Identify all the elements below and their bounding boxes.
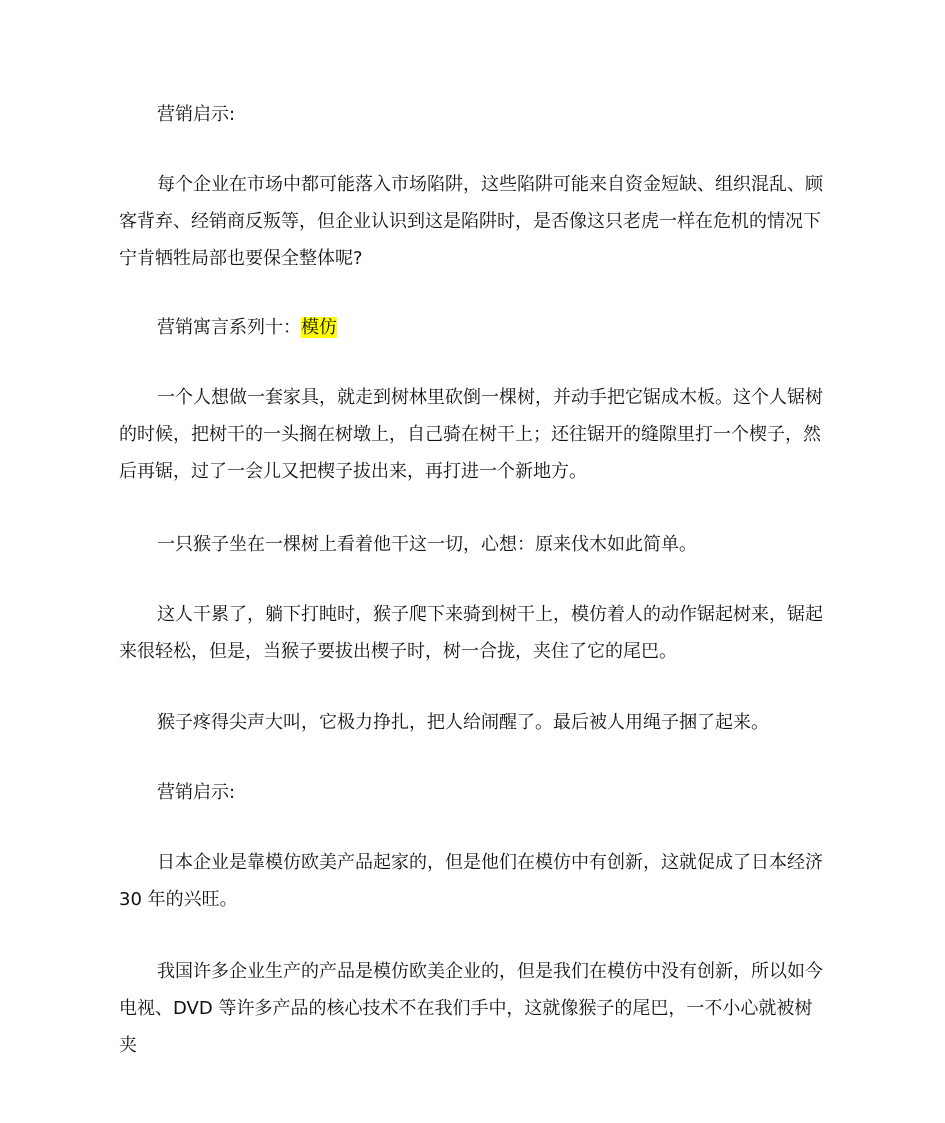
- paragraph-market-trap: 每个企业在市场中都可能落入市场陷阱，这些陷阱可能来自资金短缺、组织混乱、顾客背弃、经销商反叛等，但企业认识到这是陷阱时，是否像这只老虎一样在危机的情况下宁肯牺牲局部也要保全整体呢?: [119, 174, 823, 269]
- paragraph-japan-imitation: 日本企业是靠模仿欧美产品起家的，但是他们在模仿中有创新，这就促成了日本经济 30 年的兴旺。: [119, 852, 829, 910]
- paragraph-monkey-watches: 一只猴子坐在一棵树上看着他干这一切，心想：原来伐木如此简单。: [157, 534, 697, 555]
- heading-marketing-insight-2: 营销启示:: [157, 782, 236, 803]
- heading-marketing-insight-1: 营销启示:: [157, 104, 236, 125]
- paragraph-man-saws-tree: 一个人想做一套家具，就走到树林里砍倒一棵树，并动手把它锯成木板。这个人锯树的时候，把树干的一头搁在树墩上，自己骑在树干上；还往锯开的缝隙里打一个楔子，然后再锯，过了一会儿又把楔子拔出来，再打进一个新地方。: [119, 387, 823, 482]
- paragraph-monkey-imitates: 这人干累了，躺下打盹时，猴子爬下来骑到树干上，模仿着人的动作锯起树来，锯起来很轻松，但是，当猴子要拔出楔子时，树一合拢，夹住了它的尾巴。: [119, 604, 823, 662]
- highlighted-title-imitation: 模仿: [301, 317, 337, 338]
- heading-fable-ten: [119, 309, 829, 346]
- paragraph-china-imitation: 我国许多企业生产的产品是模仿欧美企业的，但是我们在模仿中没有创新，所以如今电视、DVD 等许多产品的核心技术不在我们手中，这就像猴子的尾巴，一不小心就被树夹: [119, 961, 823, 1056]
- fable-series-label: 营销寓言系列十：: [157, 317, 301, 338]
- paragraph-monkey-caught: 猴子疼得尖声大叫，它极力挣扎，把人给闹醒了。最后被人用绳子捆了起来。: [157, 712, 769, 733]
